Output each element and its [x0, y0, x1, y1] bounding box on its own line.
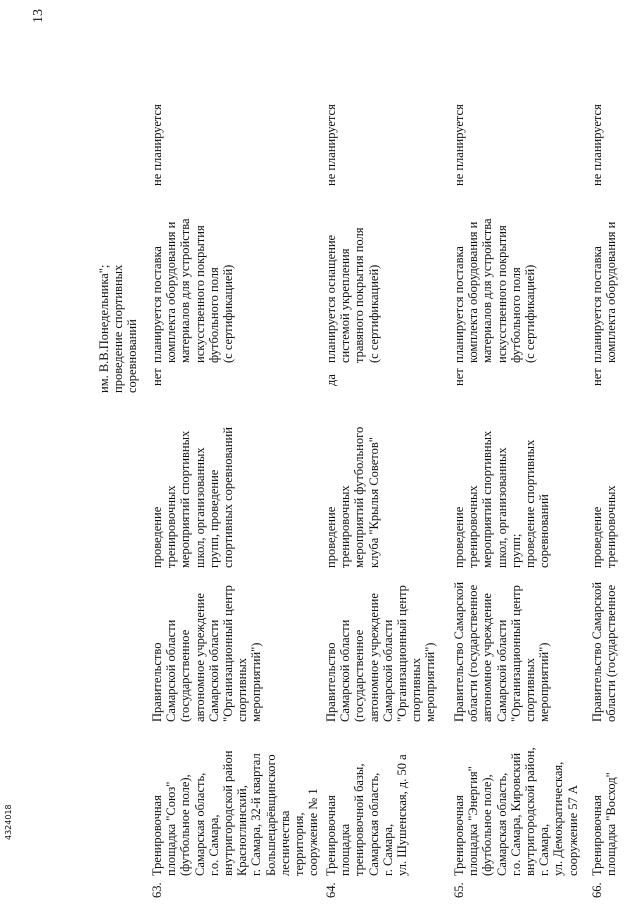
plan: планируется оснащение системой укрепления травяного покрытия поля (с сертификацией)	[324, 227, 381, 363]
activity: проведение тренировочных мероприятий спортивных школ, организованных групп, проведение спортивных соревнований	[150, 427, 236, 568]
plan: планируется поставка комплекта оборудования и материалов для устройства искусственного покрытия футбольного поля (с сертификацией)	[150, 218, 236, 363]
status: не планируется	[590, 104, 604, 186]
activity: проведение тренировочных мероприятий спортивных школ, организованных групп; проведение спортивных соревнований	[452, 430, 552, 568]
facility-name: Тренировочная площадка "Энергия" (футбольное поле), Самарская область, г.о. Самара, Кировский внутригородской район, г. Самара, ул. Демократическая, сооружение 57 А	[452, 747, 580, 876]
page-number: 13	[31, 9, 46, 23]
row-number: 64.	[324, 882, 338, 898]
plan: планируется поставка комплекта оборудования и материалов для устройства искусственного покрытия футбольного поля (с сертификацией)	[452, 218, 538, 363]
row-number: 65.	[452, 882, 466, 898]
organization: Правительство Самарской области (государственное автономное учреждение Самарской области "Организационный центр спортивных мероприятий")	[150, 585, 264, 722]
continuation-text: им. В.В.Понедельника"; проведение спортивных соревнований	[97, 264, 140, 393]
table-row	[590, 13, 640, 898]
document-code: 4324018	[4, 804, 13, 840]
status: не планируется	[452, 104, 466, 186]
flag: нет	[590, 368, 604, 386]
status: не планируется	[150, 104, 164, 186]
facility-name: Тренировочная площадка "Союз" (футбольное поле), Самарская область, г.о. Самара, внутригородской район Красноглинский, г. Самара, 32-й квартал Большецарёвщинского лесничества территория, сооружение № 1	[150, 750, 321, 876]
activity: проведение тренировочных	[590, 485, 619, 568]
row-number: 66.	[590, 882, 604, 898]
status: не планируется	[324, 104, 338, 186]
organization: Правительство Самарской области (государственное автономное учреждение Самарской области "Организационный центр спортивных мероприятий")	[452, 581, 552, 722]
row-number: 63.	[150, 882, 164, 898]
rotated-table	[22, 13, 632, 898]
flag: нет	[150, 368, 164, 386]
activity: проведение тренировочных мероприятий футбольного клуба "Крылья Советов"	[324, 426, 381, 568]
organization: Правительство Самарской области (государственное автономное учреждение Самарской области "Организационный центр спортивных мероприятий")	[324, 585, 438, 722]
flag: да	[324, 374, 338, 386]
table-row	[324, 13, 464, 898]
facility-name: Тренировочная площадка "Восход"	[590, 772, 619, 876]
organization: Правительство Самарской области (государственное	[590, 581, 619, 722]
plan: планируется поставка комплекта оборудования и	[590, 221, 619, 363]
flag: нет	[452, 368, 466, 386]
table-row	[452, 13, 592, 898]
facility-name: Тренировочная площадка тренировочной базы, Самарская область, г. Самара, ул. Шушенская, д. 50 а	[324, 754, 410, 876]
table-row	[150, 13, 321, 898]
